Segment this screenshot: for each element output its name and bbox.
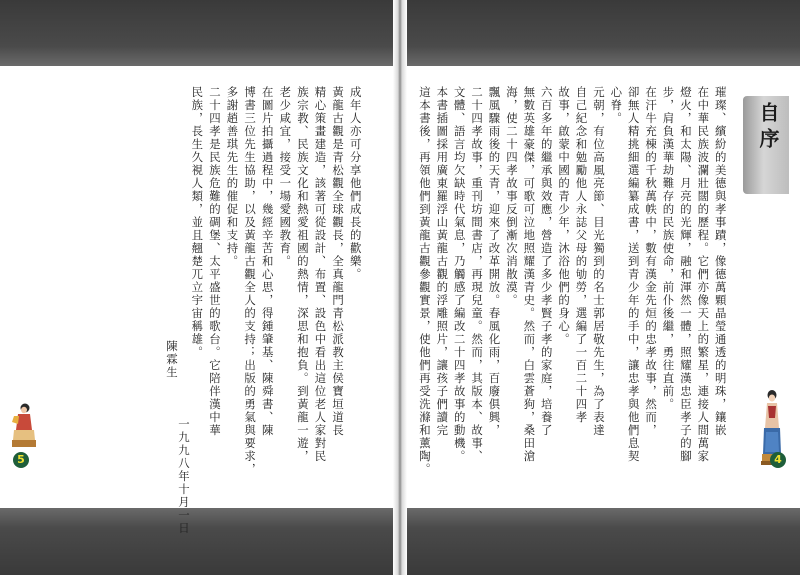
right-text-column: 在汗牛充棟的千秋萬帙中，數有漢金先烜的忠孝故事，然而， bbox=[644, 86, 659, 437]
right-text-column: 飄風驟雨後的天青，迎來了改革開放。春風化雨，百廢俱興， bbox=[487, 86, 502, 437]
left-text-column: 多謝趙善琪先生的催促和支持。 bbox=[225, 86, 240, 268]
page-number-left: 5 bbox=[13, 452, 29, 468]
right-text-column: 卻無人精挑細選編纂成書，送到青少年的手中，讓忠孝與他們息契 bbox=[626, 86, 641, 463]
left-text-column: 民族，長生久視人類，並且翹楚兀立宇宙稱雄。 bbox=[190, 86, 205, 359]
left-text-column: 博書三位先生協助，以及黃龍古觀全人的支持；出版的勇氣與要求， bbox=[243, 86, 258, 476]
page-title: 自序 bbox=[756, 102, 780, 154]
right-text-column: 自己紀念和勉勵他人永誌父母的劬勞，選編了一百二十四孝 bbox=[574, 86, 589, 424]
left-text-column: 精心策畫建造，該著可從設計、布置、設色中看出這位老人家對民 bbox=[313, 86, 328, 463]
right-text-column: 六百多年的繼承與效應，營造了多少孝賢子孝的家庭，培養了 bbox=[539, 86, 554, 437]
right-text-column: 在中華民族波瀾壯闊的歷程。它們亦像天上的繁星，連接人間萬家 bbox=[696, 86, 711, 463]
signature-name: 陳霖生 bbox=[165, 340, 179, 379]
right-text-column: 二十四孝故事，重刊坊間書店，再現兒童。然而，其版本、故事、 bbox=[470, 86, 485, 463]
right-text-column: 璀璨、繽紛的美德與孝事蹟，像德萬顆晶瑩通透的明珠，鑲嵌 bbox=[713, 86, 728, 437]
left-text-column: 在圖片拍攝過程中，幾經辛苦和心思，得鍾肇基、陳舜書、陳 bbox=[260, 86, 275, 437]
right-text-column: 步，肩負漢華劫難存的民族使命，前仆後繼，勇往直前。 bbox=[661, 86, 676, 411]
signature-date: 一九九八年十月一日 bbox=[177, 418, 191, 535]
left-text-column: 二十四孝是民族危難的碉堡、太平盛世的歌台。它陪伴漢中華 bbox=[207, 86, 222, 437]
left-text-column: 老少咸宜，接受一場愛國教育。 bbox=[278, 86, 293, 268]
right-text-column: 文體、語言均欠缺時代氣息，乃觸感了編改二十四孝故事的動機。 bbox=[452, 86, 467, 463]
right-text-column: 這本書後，再領他們到黃龍古觀參觀實景，使他們再受洗滌和薰陶。 bbox=[417, 86, 432, 476]
kneeling-man-figurine-icon bbox=[8, 402, 38, 448]
right-text-column: 故事，啟蒙中國的青少年，沐浴他們的身心。 bbox=[557, 86, 572, 346]
left-text-column: 成年人亦可分享他們成長的歡樂。 bbox=[348, 86, 363, 281]
right-text-column: 本書插圖採用廣東羅浮山黃龍古觀的浮雕照片，讓孩子們讀完 bbox=[435, 86, 450, 437]
right-text-column: 心脊。 bbox=[609, 86, 624, 125]
left-text-column: 黃龍古觀是青松觀全球觀長，全真龍門青松派教主侯寶垣道長 bbox=[331, 86, 346, 437]
right-text-column: 無數英雄豪傑，可歌可泣地照耀漢青史。然而，白雲蒼狗，桑田滄 bbox=[522, 86, 537, 463]
left-text-column: 族宗教、民族文化和熱愛祖國的熱情，深思和抱負。到黃龍一遊， bbox=[295, 86, 310, 463]
right-text-column: 海，使二十四孝故事反倒漸次消散漠。 bbox=[504, 86, 519, 307]
book-gutter bbox=[393, 0, 407, 575]
page-number-right: 4 bbox=[770, 452, 786, 468]
right-text-column: 元朝，有位高風亮節、目光獨到的名士郭居敬先生，為了表達 bbox=[591, 86, 606, 437]
right-text-column: 燈火，和太陽、月亮的光輝，融和渾然一體，照耀漢忠臣孝子的腳 bbox=[678, 86, 693, 463]
